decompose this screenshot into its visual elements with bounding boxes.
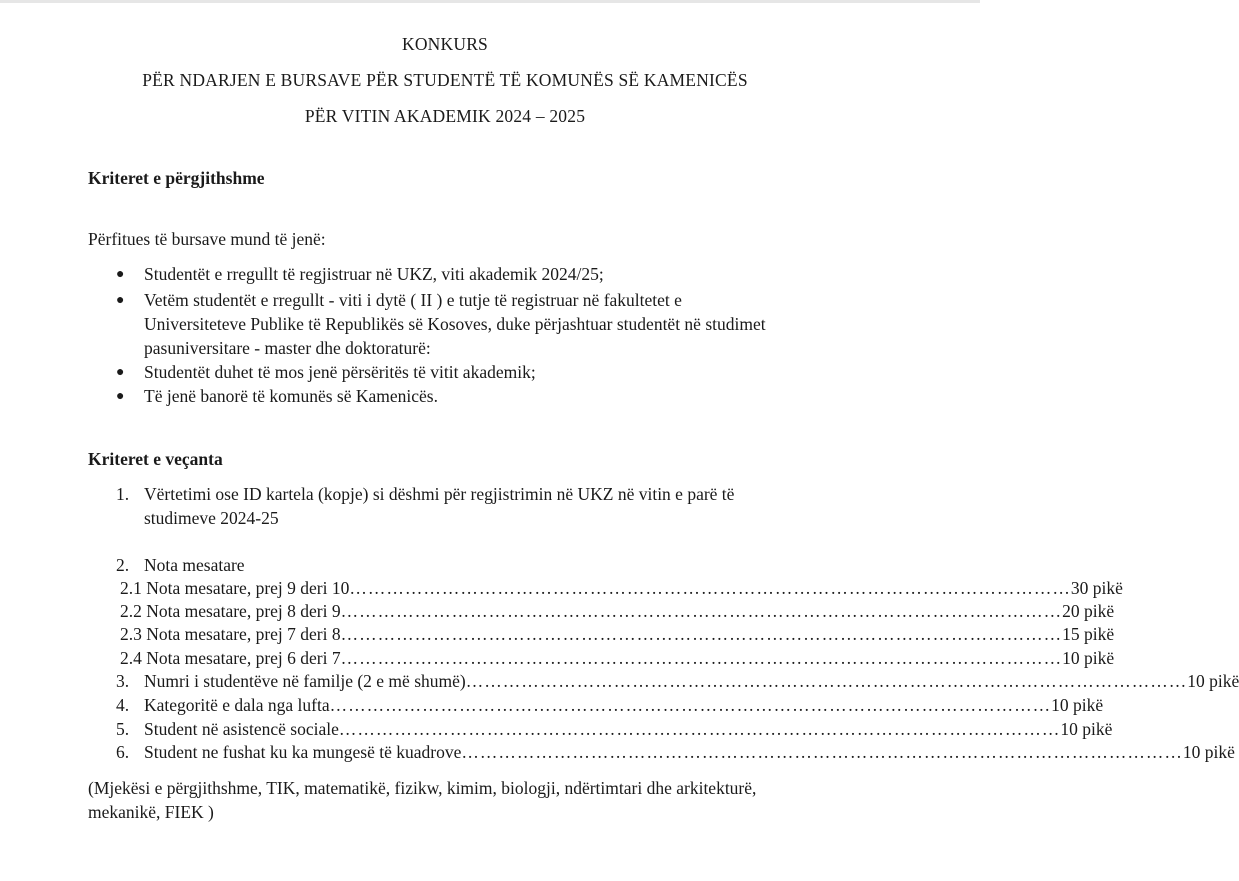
item-number: 5.: [116, 719, 130, 739]
faculties-note-cont: mekanikë, FIEK ): [88, 802, 214, 822]
criteria-item: Nota mesatare: [144, 555, 245, 575]
bullet-item: Studentët duhet të mos jenë përsëritës të vitit akademik;: [144, 362, 536, 382]
bullet-item: Vetëm studentët e rregullt - viti i dytë ( II ) e tutje të registruar në fakultetet e: [144, 290, 682, 310]
doc-year: PËR VITIN AKADEMIK 2024 – 2025: [304, 106, 586, 126]
dot-leader: ………………………………………………………………………………………………………: [340, 601, 1063, 621]
bullet-item-cont: Universiteteve Publike të Republikës së Kosoves, duke përjashtuar studentët në studimet: [144, 314, 766, 334]
doc-subtitle: PËR NDARJEN E BURSAVE PËR STUDENTË TË KOMUNËS SË KAMENICËS: [142, 70, 748, 90]
grade-row: 2.3 Nota mesatare, prej 7 deri 8 ……………………………………………………………………………………………………… 15 pikë: [120, 624, 1115, 644]
general-criteria-heading: Kriteret e përgjithshme: [88, 168, 265, 188]
item-number: 3.: [116, 671, 130, 691]
item-number: 2.: [116, 555, 130, 575]
page-top-edge: [0, 0, 980, 3]
bullet-icon: ●: [116, 389, 125, 404]
dot-leader: ………………………………………………………………………………………………………: [461, 742, 1183, 762]
criteria-row: Numri i studentëve në familje (2 e më shumë) ……………………………………………………………………………………………………… 10 pikë: [144, 671, 1239, 691]
grade-row: 2.2 Nota mesatare, prej 8 deri 9 ……………………………………………………………………………………………………… 20 pikë: [120, 601, 1115, 621]
criteria-row: Student në asistencë sociale ……………………………………………………………………………………………………… 10 pikë: [144, 719, 1113, 739]
bullet-icon: ●: [116, 267, 125, 282]
special-criteria-heading: Kriteret e veçanta: [88, 449, 223, 469]
criteria-row: Kategoritë e dala nga lufta ……………………………………………………………………………………………………… 10 pikë: [144, 695, 1104, 715]
dot-leader: ………………………………………………………………………………………………………: [338, 719, 1061, 739]
bullet-item: Studentët e rregullt të regjistruar në UKZ, viti akademik 2024/25;: [144, 264, 604, 284]
faculties-note: (Mjekësi e përgjithshme, TIK, matematikë, fizikw, kimim, biologji, ndërtimtari dhe arkitekturë,: [88, 778, 757, 798]
bullet-item: Të jenë banorë të komunës së Kamenicës.: [144, 386, 438, 406]
beneficiaries-intro: Përfitues të bursave mund të jenë:: [88, 229, 326, 249]
bullet-item-cont: pasuniversitare - master dhe doktoraturë:: [144, 338, 431, 358]
doc-title: KONKURS: [402, 34, 488, 54]
criteria-item: Vërtetimi ose ID kartela (kopje) si dëshmi për regjistrimin në UKZ në vitin e parë të: [144, 484, 735, 504]
bullet-icon: ●: [116, 293, 125, 308]
grade-row: 2.4 Nota mesatare, prej 6 deri 7 ……………………………………………………………………………………………………… 10 pikë: [120, 648, 1115, 668]
dot-leader: ………………………………………………………………………………………………………: [340, 624, 1063, 644]
grade-row: 2.1 Nota mesatare, prej 9 deri 10 ……………………………………………………………………………………………………… 30 pikë: [120, 578, 1123, 598]
dot-leader: ………………………………………………………………………………………………………: [349, 578, 1071, 598]
item-number: 6.: [116, 742, 130, 762]
bullet-icon: ●: [116, 365, 125, 380]
item-number: 4.: [116, 695, 130, 715]
dot-leader: ………………………………………………………………………………………………………: [340, 648, 1063, 668]
item-number: 1.: [116, 484, 130, 504]
criteria-row: Student ne fushat ku ka mungesë të kuadrove ……………………………………………………………………………………………………… 10 pikë: [144, 742, 1235, 762]
criteria-item-cont: studimeve 2024-25: [144, 508, 279, 528]
dot-leader: ………………………………………………………………………………………………………: [329, 695, 1052, 715]
dot-leader: ………………………………………………………………………………………………………: [465, 671, 1188, 691]
